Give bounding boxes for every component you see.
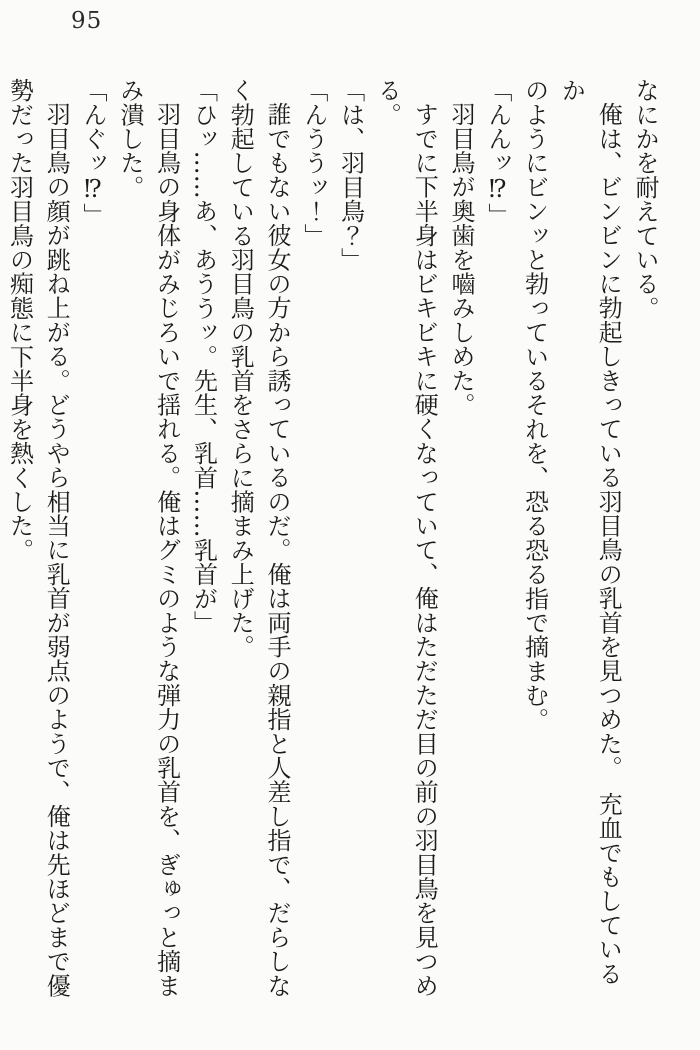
- text-line: 羽目鳥の顔が跳ね上がる。どうやら相当に乳首が弱点のようで、俺は先ほどまで優: [42, 102, 71, 998]
- text-line: く勃起している羽目鳥の乳首をさらに摘まみ上げた。: [226, 78, 255, 659]
- text-line: 「んぐッ⁉」: [79, 78, 108, 228]
- text-line: 誰でもない彼女の方から誘っているのだ。俺は両手の親指と人差し指で、だらしな: [263, 102, 292, 998]
- vertical-text-block: [5, 78, 663, 1002]
- text-line: 勢だった羽目鳥の痴態に下半身を熱くした。: [5, 78, 34, 562]
- text-line: 羽目鳥の身体がみじろいで揺れる。俺はグミのような弾力の乳首を、ぎゅっと摘ま: [152, 102, 181, 998]
- text-line: すでに下半身はビキビキに硬くなっていて、俺はただただ目の前の羽目鳥を見つめ: [410, 102, 439, 998]
- page-number: 95: [71, 8, 103, 34]
- text-line: み潰した。: [115, 78, 144, 199]
- text-line: なにかを耐えている。: [631, 78, 659, 320]
- text-line: 「ひッ……あ、あううッ。先生、乳首……乳首が」: [189, 78, 218, 635]
- text-line: 「んううッ！」: [299, 78, 328, 248]
- text-line: 「んんッ⁉」: [483, 78, 512, 228]
- text-line: 羽目鳥が奥歯を嚙みしめた。: [447, 102, 476, 417]
- text-line: る。: [373, 78, 402, 127]
- text-line: 「は、羽目鳥？」: [336, 78, 365, 272]
- text-line: 俺は、ビンビンに勃起しきっている羽目鳥の乳首を見つめた。 充血でもしているか: [557, 78, 623, 986]
- text-line: のようにビンッと勃っているそれを、恐る恐る指で摘まむ。: [520, 78, 549, 732]
